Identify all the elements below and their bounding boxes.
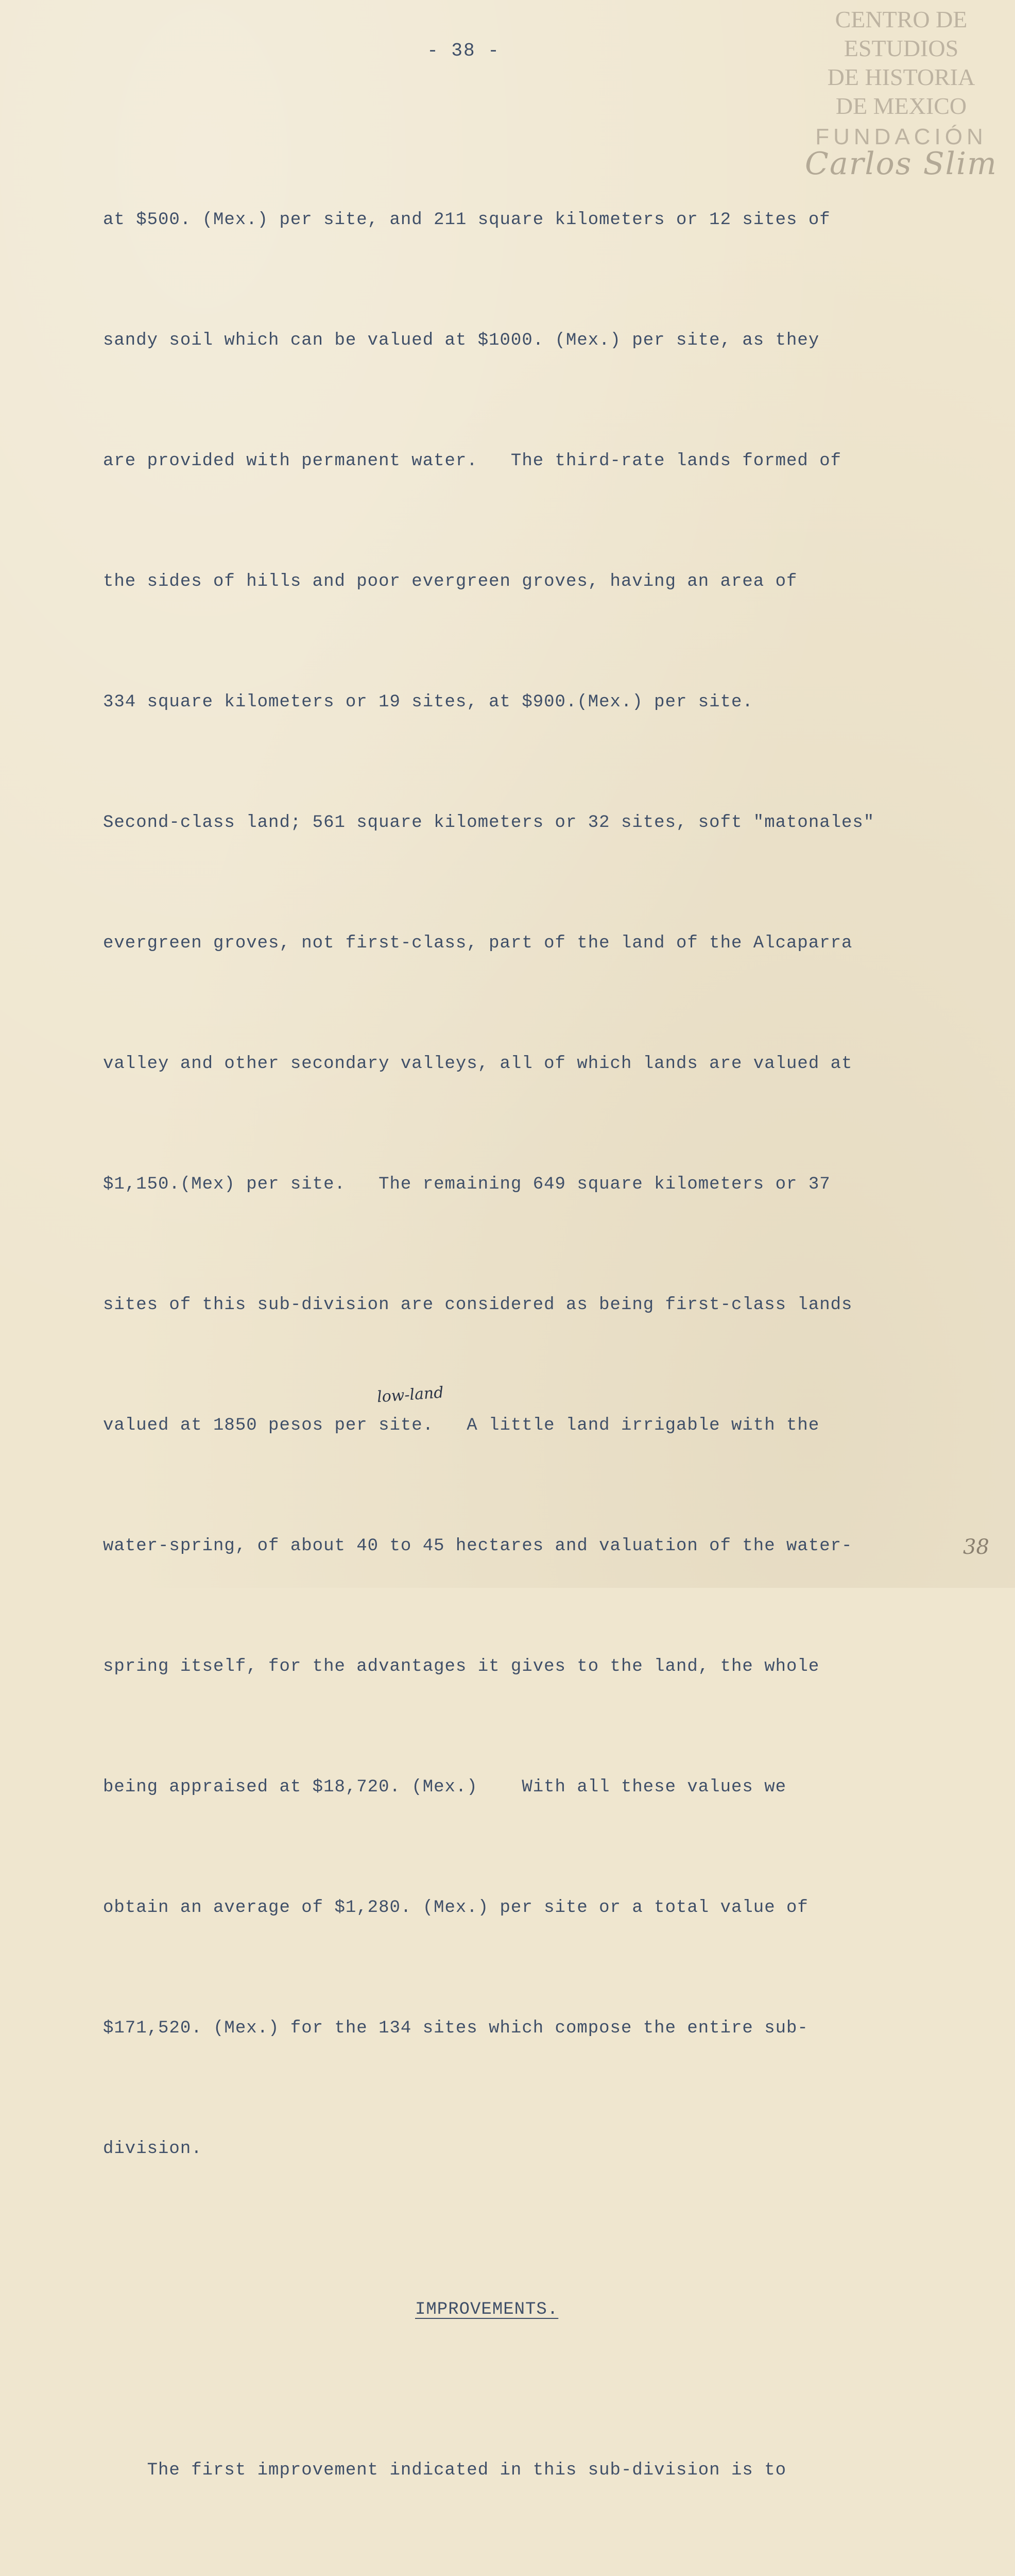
text-line: being appraised at $18,720. (Mex.) With all these values we [103,1777,787,1797]
stamp-line: CENTRO DE [835,6,968,32]
text-line: sandy soil which can be valued at $1000. (Mex.) per site, as they [103,331,820,350]
text-line: are provided with permanent water. The third-rate lands formed of [103,451,842,471]
text-line: $171,520. (Mex.) for the 134 sites which compose the entire sub- [103,2019,808,2038]
text-line: sites of this sub-division are considered as being first-class lands [103,1295,853,1315]
body-text [103,120,978,2576]
stamp-signature: Carlos Slim [805,146,997,182]
text-line: evergreen groves, not first-class, part of the land of the Alcaparra [103,934,853,953]
stamp-line: DE MEXICO [835,93,967,119]
text-line: at $500. (Mex.) per site, and 211 square kilometers or 12 sites of [103,210,831,230]
corner-page-number: 38 [963,1535,989,1559]
text-line: valued at 1850 pesos per site. A little land irrigable with the [103,1416,820,1435]
text-line: $1,150.(Mex) per site. The remaining 649 square kilometers or 37 [103,1175,831,1194]
text-line: The first improvement indicated in this sub-division is to [103,2461,787,2480]
text-line: spring itself, for the advantages it gives to the land, the whole [103,1657,820,1676]
stamp-line: DE HISTORIA [827,64,975,90]
section-heading-text: IMPROVEMENTS. [415,2300,559,2319]
text-line: obtain an average of $1,280. (Mex.) per site or a total value of [103,1898,808,1918]
section-heading [103,2290,978,2330]
stamp-line: ESTUDIOS [844,35,959,61]
stamp-line: FUNDACIÓN [815,124,987,149]
text-line: the sides of hills and poor evergreen groves, having an area of [103,572,798,591]
page-number: - 38 - [427,40,500,61]
text-line: 334 square kilometers or 19 sites, at $900.(Mex.) per site. [103,692,753,712]
text-line: division. [103,2139,202,2159]
text-line: water-spring, of about 40 to 45 hectares and valuation of the water- [103,1536,853,1556]
handwritten-insertion: low-land [376,1383,444,1406]
text-line: Second-class land; 561 square kilometers or 32 sites, soft "matonales" [103,813,875,833]
text-line [103,2571,978,2576]
text-line: valley and other secondary valleys, all of which lands are valued at [103,1054,853,1074]
